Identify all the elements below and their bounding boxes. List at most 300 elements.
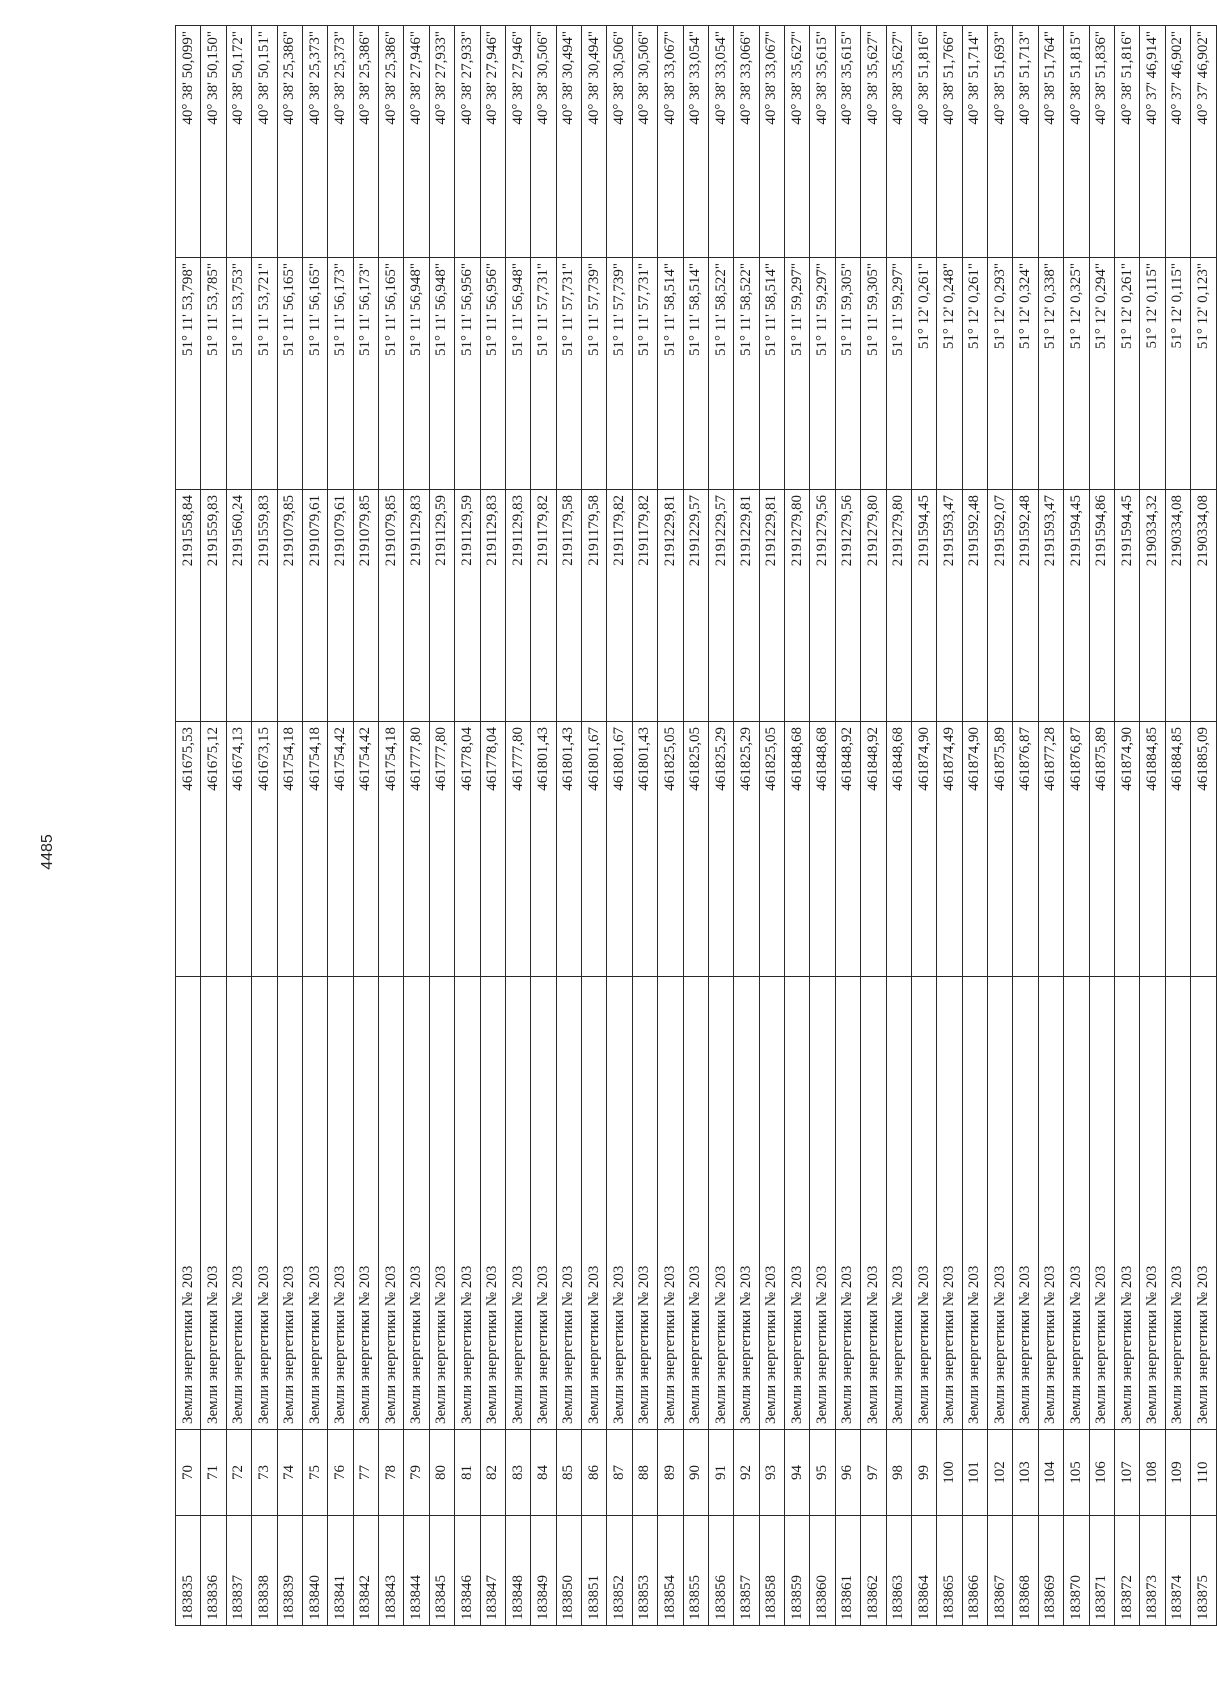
point-id-cell: 183864 [911,1516,936,1626]
latitude-cell: 51° 11' 59,305" [861,258,886,490]
coordinates-table-wrapper [175,26,1217,1626]
point-id-cell: 183850 [556,1516,581,1626]
land-category-cell: Земли энергетики № 203 [785,977,810,1430]
point-number-cell: 92 [734,1430,759,1516]
coordinates-table-body [176,26,1217,1626]
point-number-cell: 75 [302,1430,327,1516]
table-row [201,26,226,1626]
latitude-cell: 51° 12' 0,261" [1114,258,1139,490]
y-coordinate-cell: 2191229,81 [658,490,683,722]
x-coordinate-cell: 461675,53 [176,722,201,977]
longitude-cell: 40° 38' 25,386" [353,26,378,258]
latitude-cell: 51° 12' 0,293" [988,258,1013,490]
latitude-cell: 51° 11' 56,948" [429,258,454,490]
point-number-cell: 83 [505,1430,530,1516]
latitude-cell: 51° 12' 0,115" [1140,258,1165,490]
x-coordinate-cell: 461874,90 [1114,722,1139,977]
table-row [531,26,556,1626]
point-id-cell: 183868 [1013,1516,1038,1626]
point-number-cell: 85 [556,1430,581,1516]
table-row [734,26,759,1626]
y-coordinate-cell: 2190334,32 [1140,490,1165,722]
x-coordinate-cell: 461874,49 [937,722,962,977]
longitude-cell: 40° 38' 35,627" [886,26,911,258]
longitude-cell: 40° 37' 46,914" [1140,26,1165,258]
table-row [404,26,429,1626]
y-coordinate-cell: 2190334,08 [1191,490,1217,722]
land-category-cell: Земли энергетики № 203 [937,977,962,1430]
point-number-cell: 89 [658,1430,683,1516]
y-coordinate-cell: 2191559,83 [252,490,277,722]
point-number-cell: 107 [1114,1430,1139,1516]
longitude-cell: 40° 38' 51,764" [1038,26,1063,258]
x-coordinate-cell: 461801,43 [632,722,657,977]
land-category-cell: Земли энергетики № 203 [1165,977,1190,1430]
latitude-cell: 51° 12' 0,248" [937,258,962,490]
longitude-cell: 40° 38' 35,615" [835,26,860,258]
y-coordinate-cell: 2191229,57 [683,490,708,722]
longitude-cell: 40° 38' 51,836" [1089,26,1114,258]
longitude-cell: 40° 37' 46,902" [1165,26,1190,258]
point-number-cell: 98 [886,1430,911,1516]
x-coordinate-cell: 461825,29 [708,722,733,977]
point-number-cell: 94 [785,1430,810,1516]
land-category-cell: Земли энергетики № 203 [277,977,302,1430]
y-coordinate-cell: 2191558,84 [176,490,201,722]
longitude-cell: 40° 37' 46,902" [1191,26,1217,258]
latitude-cell: 51° 11' 56,165" [379,258,404,490]
longitude-cell: 40° 38' 51,693" [988,26,1013,258]
x-coordinate-cell: 461884,85 [1165,722,1190,977]
x-coordinate-cell: 461777,80 [505,722,530,977]
point-id-cell: 183843 [379,1516,404,1626]
point-id-cell: 183852 [607,1516,632,1626]
point-number-cell: 86 [582,1430,607,1516]
longitude-cell: 40° 38' 33,054" [708,26,733,258]
latitude-cell: 51° 11' 57,739" [582,258,607,490]
point-number-cell: 79 [404,1430,429,1516]
land-category-cell: Земли энергетики № 203 [607,977,632,1430]
point-id-cell: 183858 [759,1516,784,1626]
point-id-cell: 183860 [810,1516,835,1626]
table-row [911,26,936,1626]
latitude-cell: 51° 11' 53,785" [201,258,226,490]
coordinates-table [175,25,1217,1626]
table-row [1013,26,1038,1626]
table-row [1038,26,1063,1626]
land-category-cell: Земли энергетики № 203 [328,977,353,1430]
longitude-cell: 40° 38' 27,946" [480,26,505,258]
latitude-cell: 51° 11' 56,956" [480,258,505,490]
latitude-cell: 51° 12' 0,123" [1191,258,1217,490]
point-id-cell: 183861 [835,1516,860,1626]
latitude-cell: 51° 12' 0,261" [962,258,987,490]
longitude-cell: 40° 38' 35,627" [785,26,810,258]
land-category-cell: Земли энергетики № 203 [810,977,835,1430]
land-category-cell: Земли энергетики № 203 [911,977,936,1430]
table-row [632,26,657,1626]
y-coordinate-cell: 2191179,58 [582,490,607,722]
x-coordinate-cell: 461754,18 [379,722,404,977]
x-coordinate-cell: 461848,92 [861,722,886,977]
table-row [353,26,378,1626]
land-category-cell: Земли энергетики № 203 [988,977,1013,1430]
point-id-cell: 183871 [1089,1516,1114,1626]
latitude-cell: 51° 11' 53,753" [226,258,251,490]
y-coordinate-cell: 2191592,07 [988,490,1013,722]
latitude-cell: 51° 11' 56,948" [505,258,530,490]
latitude-cell: 51° 11' 56,948" [404,258,429,490]
y-coordinate-cell: 2191560,24 [226,490,251,722]
table-row [328,26,353,1626]
y-coordinate-cell: 2191592,48 [962,490,987,722]
y-coordinate-cell: 2191279,80 [861,490,886,722]
point-number-cell: 87 [607,1430,632,1516]
point-number-cell: 96 [835,1430,860,1516]
table-row [1114,26,1139,1626]
longitude-cell: 40° 38' 50,099" [176,26,201,258]
x-coordinate-cell: 461674,13 [226,722,251,977]
latitude-cell: 51° 12' 0,261" [911,258,936,490]
latitude-cell: 51° 11' 58,522" [708,258,733,490]
longitude-cell: 40° 38' 51,815" [1064,26,1089,258]
point-number-cell: 81 [455,1430,480,1516]
latitude-cell: 51° 11' 57,739" [607,258,632,490]
point-number-cell: 77 [353,1430,378,1516]
point-id-cell: 183873 [1140,1516,1165,1626]
y-coordinate-cell: 2191079,85 [379,490,404,722]
x-coordinate-cell: 461874,90 [962,722,987,977]
y-coordinate-cell: 2191279,56 [835,490,860,722]
y-coordinate-cell: 2191179,58 [556,490,581,722]
y-coordinate-cell: 2191129,83 [404,490,429,722]
point-id-cell: 183849 [531,1516,556,1626]
longitude-cell: 40° 38' 50,151" [252,26,277,258]
land-category-cell: Земли энергетики № 203 [201,977,226,1430]
y-coordinate-cell: 2191179,82 [607,490,632,722]
latitude-cell: 51° 11' 58,522" [734,258,759,490]
x-coordinate-cell: 461777,80 [429,722,454,977]
y-coordinate-cell: 2191179,82 [531,490,556,722]
latitude-cell: 51° 12' 0,324" [1013,258,1038,490]
longitude-cell: 40° 38' 27,933" [429,26,454,258]
latitude-cell: 51° 11' 58,514" [759,258,784,490]
point-number-cell: 99 [911,1430,936,1516]
table-row [1089,26,1114,1626]
point-id-cell: 183854 [658,1516,683,1626]
x-coordinate-cell: 461675,12 [201,722,226,977]
point-number-cell: 88 [632,1430,657,1516]
y-coordinate-cell: 2191129,59 [455,490,480,722]
table-row [1140,26,1165,1626]
x-coordinate-cell: 461875,89 [1089,722,1114,977]
land-category-cell: Земли энергетики № 203 [505,977,530,1430]
y-coordinate-cell: 2191079,85 [353,490,378,722]
longitude-cell: 40° 38' 50,150" [201,26,226,258]
x-coordinate-cell: 461801,43 [556,722,581,977]
point-number-cell: 102 [988,1430,1013,1516]
longitude-cell: 40° 38' 33,054" [683,26,708,258]
y-coordinate-cell: 2191593,47 [937,490,962,722]
longitude-cell: 40° 38' 27,933" [455,26,480,258]
land-category-cell: Земли энергетики № 203 [861,977,886,1430]
longitude-cell: 40° 38' 33,067" [759,26,784,258]
x-coordinate-cell: 461778,04 [455,722,480,977]
table-row [1064,26,1089,1626]
x-coordinate-cell: 461754,18 [277,722,302,977]
y-coordinate-cell: 2191559,83 [201,490,226,722]
x-coordinate-cell: 461778,04 [480,722,505,977]
longitude-cell: 40° 38' 33,067" [658,26,683,258]
land-category-cell: Земли энергетики № 203 [556,977,581,1430]
table-row [1191,26,1217,1626]
point-id-cell: 183866 [962,1516,987,1626]
point-number-cell: 71 [201,1430,226,1516]
point-id-cell: 183863 [886,1516,911,1626]
x-coordinate-cell: 461825,05 [759,722,784,977]
longitude-cell: 40° 38' 25,373" [302,26,327,258]
point-number-cell: 110 [1191,1430,1217,1516]
table-row [302,26,327,1626]
point-id-cell: 183856 [708,1516,733,1626]
x-coordinate-cell: 461801,43 [531,722,556,977]
point-id-cell: 183855 [683,1516,708,1626]
longitude-cell: 40° 38' 50,172" [226,26,251,258]
point-id-cell: 183862 [861,1516,886,1626]
land-category-cell: Земли энергетики № 203 [1114,977,1139,1430]
land-category-cell: Земли энергетики № 203 [226,977,251,1430]
y-coordinate-cell: 2191592,48 [1013,490,1038,722]
longitude-cell: 40° 38' 30,506" [632,26,657,258]
x-coordinate-cell: 461877,28 [1038,722,1063,977]
point-number-cell: 82 [480,1430,505,1516]
x-coordinate-cell: 461884,85 [1140,722,1165,977]
latitude-cell: 51° 11' 56,165" [277,258,302,490]
land-category-cell: Земли энергетики № 203 [176,977,201,1430]
longitude-cell: 40° 38' 30,506" [531,26,556,258]
land-category-cell: Земли энергетики № 203 [1013,977,1038,1430]
longitude-cell: 40° 38' 51,816" [1114,26,1139,258]
latitude-cell: 51° 11' 57,731" [632,258,657,490]
latitude-cell: 51° 11' 56,165" [302,258,327,490]
table-row [683,26,708,1626]
point-id-cell: 183872 [1114,1516,1139,1626]
point-number-cell: 106 [1089,1430,1114,1516]
table-row [988,26,1013,1626]
land-category-cell: Земли энергетики № 203 [1089,977,1114,1430]
table-row [861,26,886,1626]
point-number-cell: 105 [1064,1430,1089,1516]
table-row [455,26,480,1626]
x-coordinate-cell: 461754,42 [353,722,378,977]
longitude-cell: 40° 38' 35,627" [861,26,886,258]
table-row [1165,26,1190,1626]
page-number: 4485 [39,834,56,870]
table-row [658,26,683,1626]
land-category-cell: Земли энергетики № 203 [1064,977,1089,1430]
point-id-cell: 183836 [201,1516,226,1626]
y-coordinate-cell: 2191179,82 [632,490,657,722]
land-category-cell: Земли энергетики № 203 [480,977,505,1430]
point-number-cell: 91 [708,1430,733,1516]
table-row [429,26,454,1626]
point-number-cell: 84 [531,1430,556,1516]
latitude-cell: 51° 11' 58,514" [683,258,708,490]
y-coordinate-cell: 2191229,81 [759,490,784,722]
latitude-cell: 51° 11' 59,297" [785,258,810,490]
y-coordinate-cell: 2191594,45 [1064,490,1089,722]
point-number-cell: 95 [810,1430,835,1516]
land-category-cell: Земли энергетики № 203 [531,977,556,1430]
x-coordinate-cell: 461825,05 [683,722,708,977]
table-row [962,26,987,1626]
point-id-cell: 183865 [937,1516,962,1626]
land-category-cell: Земли энергетики № 203 [759,977,784,1430]
y-coordinate-cell: 2191129,83 [480,490,505,722]
y-coordinate-cell: 2191594,45 [1114,490,1139,722]
y-coordinate-cell: 2191279,56 [810,490,835,722]
x-coordinate-cell: 461875,89 [988,722,1013,977]
x-coordinate-cell: 461874,90 [911,722,936,977]
point-id-cell: 183844 [404,1516,429,1626]
land-category-cell: Земли энергетики № 203 [835,977,860,1430]
longitude-cell: 40° 38' 51,713" [1013,26,1038,258]
land-category-cell: Земли энергетики № 203 [886,977,911,1430]
point-id-cell: 183845 [429,1516,454,1626]
point-number-cell: 72 [226,1430,251,1516]
y-coordinate-cell: 2191593,47 [1038,490,1063,722]
land-category-cell: Земли энергетики № 203 [1038,977,1063,1430]
point-id-cell: 183870 [1064,1516,1089,1626]
table-row [607,26,632,1626]
point-number-cell: 103 [1013,1430,1038,1516]
x-coordinate-cell: 461848,68 [785,722,810,977]
land-category-cell: Земли энергетики № 203 [302,977,327,1430]
y-coordinate-cell: 2191229,57 [708,490,733,722]
point-id-cell: 183840 [302,1516,327,1626]
y-coordinate-cell: 2191594,45 [911,490,936,722]
x-coordinate-cell: 461754,42 [328,722,353,977]
latitude-cell: 51° 11' 53,798" [176,258,201,490]
point-id-cell: 183838 [252,1516,277,1626]
y-coordinate-cell: 2191594,86 [1089,490,1114,722]
table-row [708,26,733,1626]
table-row [759,26,784,1626]
land-category-cell: Земли энергетики № 203 [252,977,277,1430]
land-category-cell: Земли энергетики № 203 [455,977,480,1430]
land-category-cell: Земли энергетики № 203 [683,977,708,1430]
y-coordinate-cell: 2191129,83 [505,490,530,722]
table-row [505,26,530,1626]
point-id-cell: 183847 [480,1516,505,1626]
latitude-cell: 51° 11' 59,297" [810,258,835,490]
latitude-cell: 51° 11' 53,721" [252,258,277,490]
x-coordinate-cell: 461876,87 [1064,722,1089,977]
x-coordinate-cell: 461673,15 [252,722,277,977]
longitude-cell: 40° 38' 30,506" [607,26,632,258]
point-id-cell: 183875 [1191,1516,1217,1626]
table-row [937,26,962,1626]
table-row [835,26,860,1626]
table-row [810,26,835,1626]
point-number-cell: 70 [176,1430,201,1516]
longitude-cell: 40° 38' 35,615" [810,26,835,258]
x-coordinate-cell: 461801,67 [607,722,632,977]
point-id-cell: 183848 [505,1516,530,1626]
table-row [176,26,201,1626]
table-row [785,26,810,1626]
table-row [480,26,505,1626]
point-id-cell: 183857 [734,1516,759,1626]
point-number-cell: 93 [759,1430,784,1516]
y-coordinate-cell: 2191079,61 [302,490,327,722]
table-row [379,26,404,1626]
point-number-cell: 76 [328,1430,353,1516]
land-category-cell: Земли энергетики № 203 [658,977,683,1430]
y-coordinate-cell: 2191279,80 [785,490,810,722]
x-coordinate-cell: 461801,67 [582,722,607,977]
land-category-cell: Земли энергетики № 203 [1191,977,1217,1430]
point-id-cell: 183853 [632,1516,657,1626]
x-coordinate-cell: 461777,80 [404,722,429,977]
point-number-cell: 90 [683,1430,708,1516]
table-row [582,26,607,1626]
x-coordinate-cell: 461848,68 [886,722,911,977]
longitude-cell: 40° 38' 51,816" [911,26,936,258]
point-number-cell: 104 [1038,1430,1063,1516]
land-category-cell: Земли энергетики № 203 [353,977,378,1430]
table-row [886,26,911,1626]
table-row [226,26,251,1626]
y-coordinate-cell: 2191079,61 [328,490,353,722]
longitude-cell: 40° 38' 33,066" [734,26,759,258]
latitude-cell: 51° 11' 56,173" [353,258,378,490]
point-id-cell: 183842 [353,1516,378,1626]
point-number-cell: 80 [429,1430,454,1516]
y-coordinate-cell: 2191079,85 [277,490,302,722]
table-row [277,26,302,1626]
latitude-cell: 51° 11' 56,956" [455,258,480,490]
point-id-cell: 183867 [988,1516,1013,1626]
longitude-cell: 40° 38' 27,946" [505,26,530,258]
x-coordinate-cell: 461848,92 [835,722,860,977]
table-row [252,26,277,1626]
point-id-cell: 183869 [1038,1516,1063,1626]
point-number-cell: 100 [937,1430,962,1516]
latitude-cell: 51° 11' 57,731" [531,258,556,490]
x-coordinate-cell: 461876,87 [1013,722,1038,977]
longitude-cell: 40° 38' 25,386" [277,26,302,258]
latitude-cell: 51° 11' 59,305" [835,258,860,490]
point-id-cell: 183874 [1165,1516,1190,1626]
longitude-cell: 40° 38' 25,386" [379,26,404,258]
latitude-cell: 51° 12' 0,115" [1165,258,1190,490]
land-category-cell: Земли энергетики № 203 [962,977,987,1430]
longitude-cell: 40° 38' 27,946" [404,26,429,258]
latitude-cell: 51° 11' 59,297" [886,258,911,490]
longitude-cell: 40° 38' 25,373" [328,26,353,258]
longitude-cell: 40° 38' 51,714" [962,26,987,258]
point-id-cell: 183839 [277,1516,302,1626]
x-coordinate-cell: 461825,29 [734,722,759,977]
x-coordinate-cell: 461885,09 [1191,722,1217,977]
point-id-cell: 183859 [785,1516,810,1626]
latitude-cell: 51° 12' 0,294" [1089,258,1114,490]
y-coordinate-cell: 2191279,80 [886,490,911,722]
point-number-cell: 74 [277,1430,302,1516]
latitude-cell: 51° 11' 56,173" [328,258,353,490]
land-category-cell: Земли энергетики № 203 [379,977,404,1430]
